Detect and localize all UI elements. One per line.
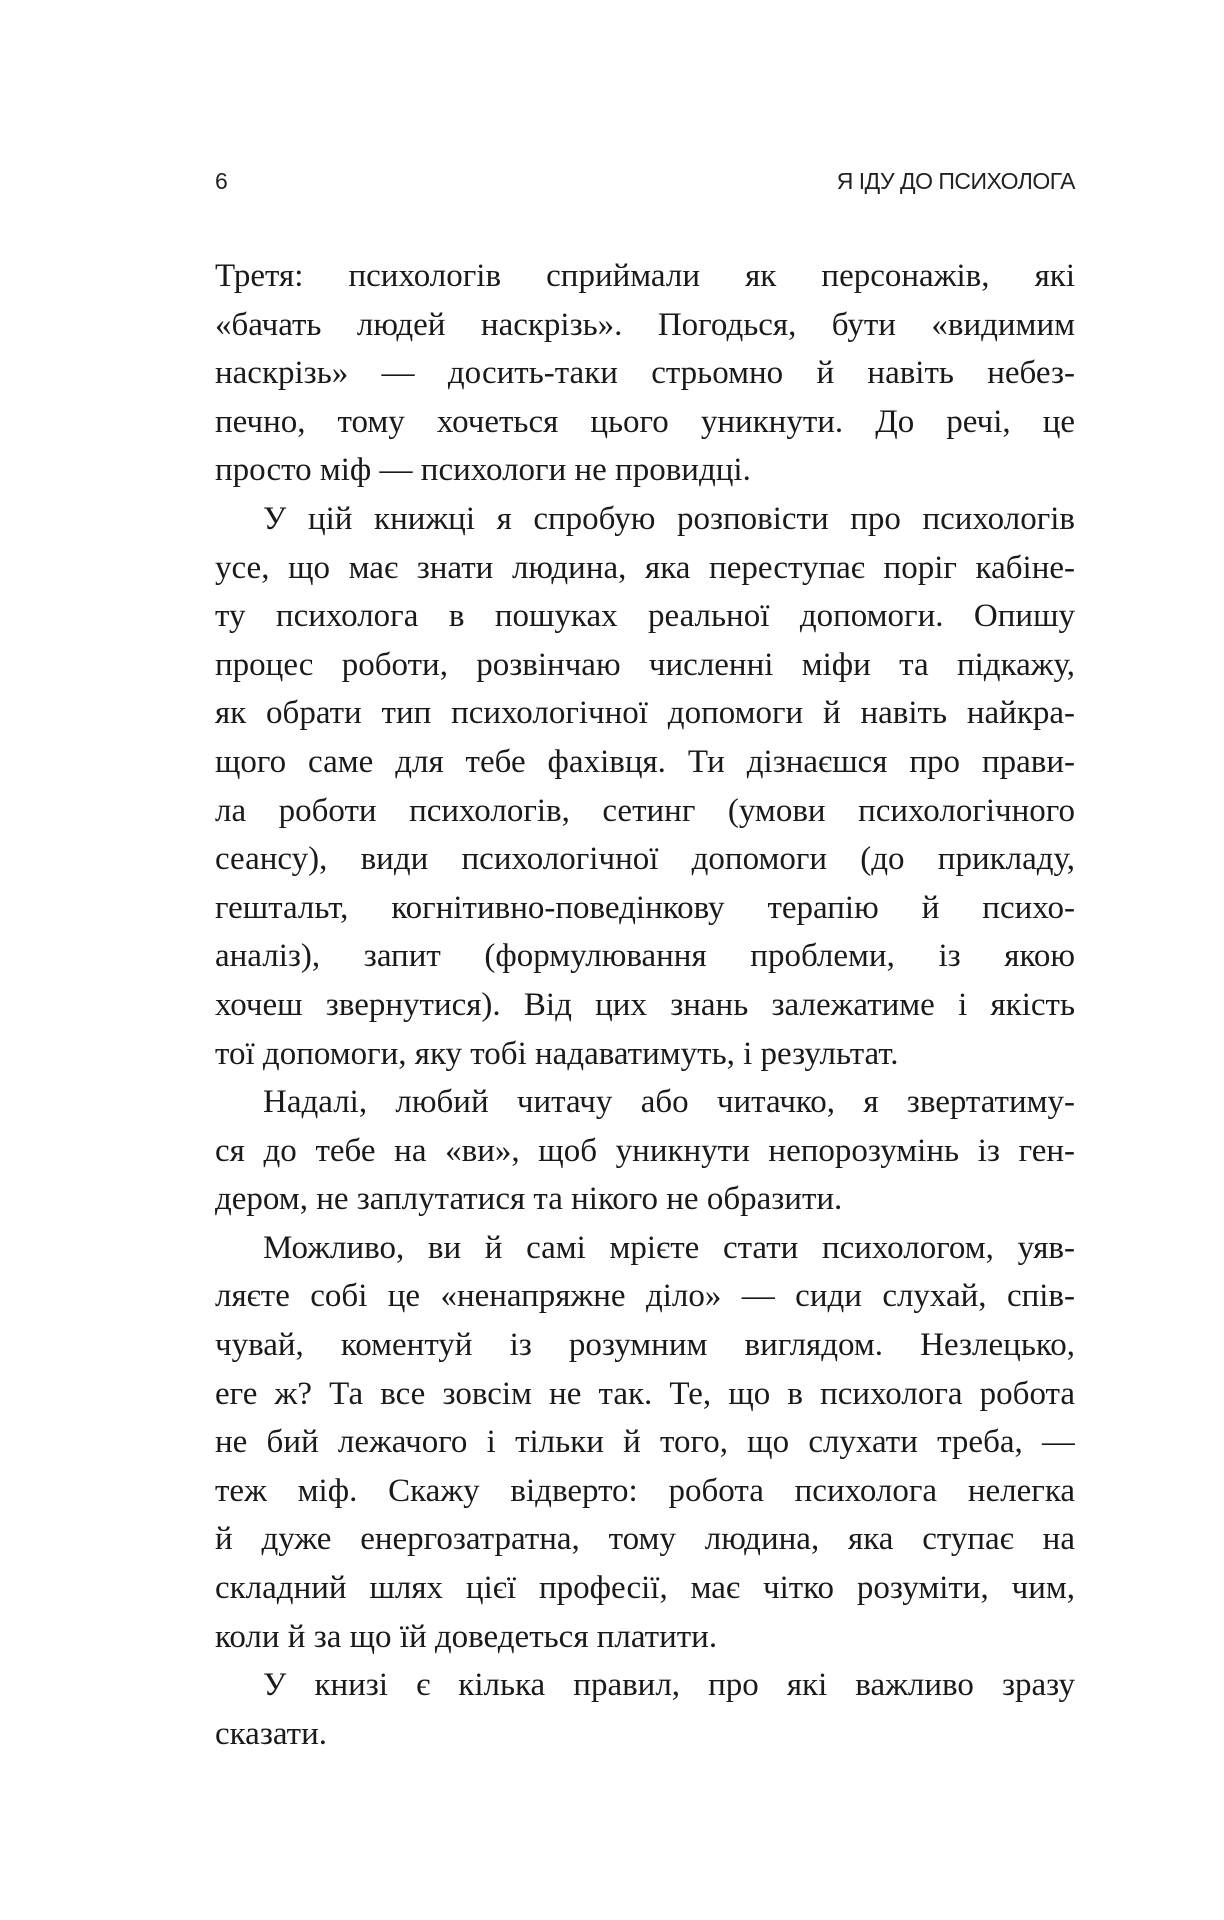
text-line: й дуже енергозатратна, тому людина, яка ступає на [215, 1521, 1075, 1558]
text-line: складний шлях цієї професії, має чітко розуміти, чим, [215, 1570, 1075, 1607]
body-text [215, 252, 1075, 1758]
text-line: дером, не заплутатися та нікого не образити. [215, 1181, 843, 1218]
text-line: ту психолога в пошуках реальної допомоги. Опишу [215, 598, 1075, 635]
text-line: «бачать людей наскрізь». Погодься, бути «видимим [215, 306, 1075, 343]
text-line: Можливо, ви й самі мрієте стати психологом, уяв- [263, 1229, 1075, 1266]
text-line: гештальт, когнітивно-поведінкову терапію й психо- [215, 889, 1075, 926]
text-line: ся до тебе на «ви», щоб уникнути непорозумінь із ген- [215, 1132, 1075, 1169]
text-line: еге ж? Та все зовсім не так. Те, що в психолога робота [215, 1375, 1075, 1412]
text-line: чувай, коментуй із розумним виглядом. Незлецько, [215, 1327, 1075, 1364]
text-line: не бий лежачого і тільки й того, що слухати треба, — [215, 1424, 1075, 1461]
text-line: щого саме для тебе фахівця. Ти дізнаєшся про прави- [215, 743, 1075, 780]
text-line: сеансу), види психологічної допомоги (до прикладу, [215, 841, 1075, 878]
text-line: У цій книжці я спробую розповісти про психологів [263, 500, 1075, 537]
text-line: тої допомоги, яку тобі надаватимуть, і результат. [215, 1035, 899, 1072]
text-line: аналіз), запит (формулювання проблеми, із якою [215, 938, 1075, 975]
paragraph [215, 1661, 1075, 1758]
paragraph [215, 252, 1075, 495]
text-line: як обрати тип психологічної допомоги й навіть найкра- [215, 695, 1075, 732]
text-line: процес роботи, розвінчаю численні міфи та підкажу, [215, 646, 1075, 683]
text-line: ляєте собі це «ненапряжне діло» — сиди слухай, спів- [215, 1278, 1075, 1315]
paragraph [215, 1078, 1075, 1224]
text-line: теж міф. Скажу відверто: робота психолога нелегка [215, 1472, 1075, 1509]
text-line: просто міф — психологи не провидці. [215, 452, 751, 489]
text-line: печно, тому хочеться цього уникнути. До речі, це [215, 403, 1075, 440]
text-line: У книзі є кілька правил, про які важливо зразу [263, 1667, 1075, 1704]
text-line: Надалі, любий читачу або читачко, я звертатиму- [263, 1084, 1075, 1121]
text-line: наскрізь» — досить-таки стрьомно й навіть небез- [215, 355, 1075, 392]
text-line: хочеш звернутися). Від цих знань залежатиме і якість [215, 986, 1075, 1023]
text-line: Третя: психологів сприймали як персонажів, які [215, 258, 1075, 294]
paragraph [215, 495, 1075, 1078]
text-line: усе, що має знати людина, яка переступає поріг кабіне- [215, 549, 1075, 586]
text-line: сказати. [215, 1715, 327, 1752]
running-title: Я ІДУ ДО ПСИХОЛОГА [836, 168, 1075, 194]
text-line: ла роботи психологів, сетинг (умови психологічного [215, 792, 1075, 829]
text-line: коли й за що їй доведеться платити. [215, 1618, 718, 1655]
paragraph [215, 1224, 1075, 1661]
page-number: 6 [215, 168, 228, 194]
